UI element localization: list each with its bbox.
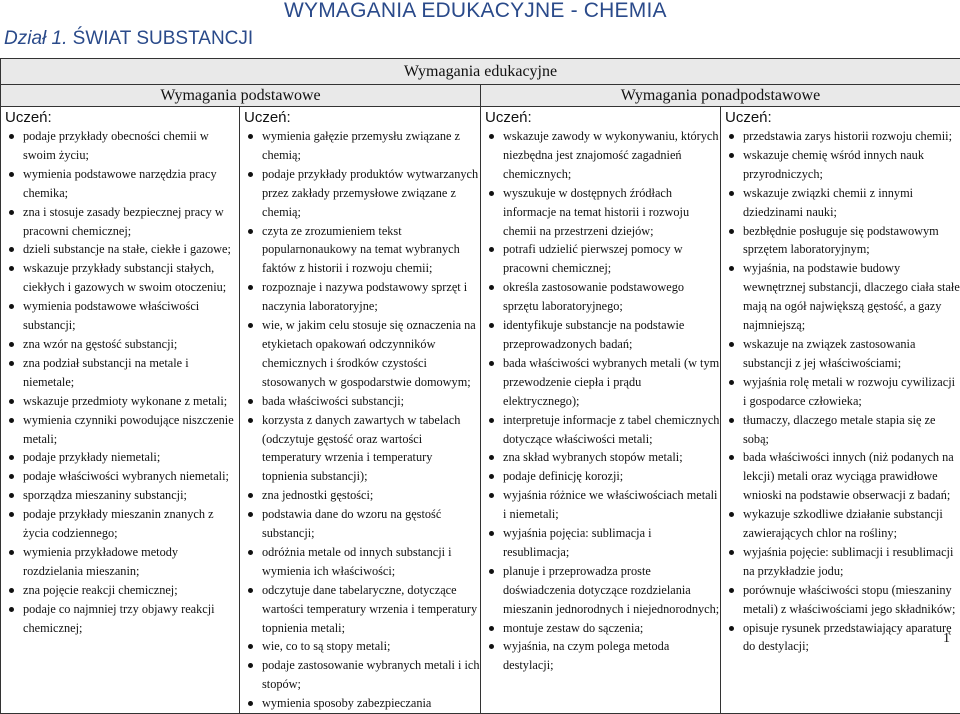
column-heading: Uczeń:: [1, 107, 239, 127]
list-item: identyfikuje substancje na podstawie przeprowadzonych badań;: [503, 316, 720, 354]
list-item: zna i stosuje zasady bezpiecznej pracy w pracowni chemicznej;: [23, 203, 239, 241]
list-item: korzysta z danych zawartych w tabelach (odczytuje gęstość oraz wartości temperatury wrzenia i temperatury topnienia substancji);: [262, 411, 480, 487]
list-item: zna wzór na gęstość substancji;: [23, 335, 239, 354]
list-item: bezbłędnie posługuje się podstawowym sprzętem laboratoryjnym;: [743, 222, 960, 260]
list-item: wskazuje na związek zastosowania substancji z jej właściwościami;: [743, 335, 960, 373]
list-item: wyjaśnia, na czym polega metoda destylacji;: [503, 637, 720, 675]
table-top-header: Wymagania edukacyjne: [1, 59, 960, 85]
group-advanced-header: Wymagania ponadpodstawowe: [481, 85, 960, 107]
list-item: interpretuje informacje z tabel chemicznych dotyczące właściwości metali;: [503, 411, 720, 449]
list-item: podaje definicję korozji;: [503, 467, 720, 486]
list-item: wyjaśnia różnice we właściwościach metali i niemetali;: [503, 486, 720, 524]
group-basic-header: Wymagania podstawowe: [1, 85, 481, 107]
list-item: odczytuje dane tabelaryczne, dotyczące wartości temperatury wrzenia i temperatury topnienia metali;: [262, 581, 480, 638]
requirement-list: [481, 127, 720, 675]
list-item: wie, co to są stopy metali;: [262, 637, 480, 656]
list-item: wymienia gałęzie przemysłu związane z chemią;: [262, 127, 480, 165]
column-basic-2: [240, 107, 481, 714]
list-item: wskazuje przedmioty wykonane z metali;: [23, 392, 239, 411]
list-item: zna skład wybranych stopów metali;: [503, 448, 720, 467]
column-advanced-2: [721, 107, 960, 714]
list-item: tłumaczy, dlaczego metale stapia się ze sobą;: [743, 411, 960, 449]
list-item: wyjaśnia, na podstawie budowy wewnętrznej substancji, dlaczego ciała stałe mają na ogół największą gęstość, a gazy najmniejszą;: [743, 259, 960, 335]
column-heading: Uczeń:: [240, 107, 480, 127]
section-title: ŚWIAT SUBSTANCJI: [73, 28, 254, 49]
list-item: rozpoznaje i nazywa podstawowy sprzęt i naczynia laboratoryjne;: [262, 278, 480, 316]
list-item: podaje przykłady niemetali;: [23, 448, 239, 467]
requirement-list: [1, 127, 239, 637]
list-item: zna jednostki gęstości;: [262, 486, 480, 505]
list-item: porównuje właściwości stopu (mieszaniny metali) z właściwościami jego składników;: [743, 581, 960, 619]
list-item: wymienia czynniki powodujące niszczenie metali;: [23, 411, 239, 449]
list-item: wyjaśnia pojęcia: sublimacja i resublimacja;: [503, 524, 720, 562]
list-item: opisuje rysunek przedstawiający aparaturę do destylacji;: [743, 619, 960, 657]
column-basic-1: [1, 107, 240, 714]
list-item: sporządza mieszaniny substancji;: [23, 486, 239, 505]
list-item: wskazuje przykłady substancji stałych, ciekłych i gazowych w swoim otoczeniu;: [23, 259, 239, 297]
list-item: planuje i przeprowadza proste doświadczenia dotyczące rozdzielania mieszanin jednorodnych i niejednorodnych;: [503, 562, 720, 619]
list-item: wymienia podstawowe właściwości substancji;: [23, 297, 239, 335]
list-item: czyta ze zrozumieniem tekst popularnonaukowy na temat wybranych faktów z historii i rozwoju chemii;: [262, 222, 480, 279]
list-item: wyszukuje w dostępnych źródłach informacje na temat historii i rozwoju chemii na przestrzeni dziejów;: [503, 184, 720, 241]
list-item: wyjaśnia rolę metali w rozwoju cywilizacji i gospodarce człowieka;: [743, 373, 960, 411]
list-item: podaje przykłady mieszanin znanych z życia codziennego;: [23, 505, 239, 543]
requirements-table: [0, 58, 960, 714]
list-item: bada właściwości innych (niż podanych na lekcji) metali oraz wyciąga prawidłowe wnioski na podstawie obserwacji z badań;: [743, 448, 960, 505]
list-item: wskazuje zawody w wykonywaniu, których niezbędna jest znajomość zagadnień chemicznych;: [503, 127, 720, 184]
list-item: wskazuje chemię wśród innych nauk przyrodniczych;: [743, 146, 960, 184]
list-item: wymienia podstawowe narzędzia pracy chemika;: [23, 165, 239, 203]
list-item: podstawia dane do wzoru na gęstość substancji;: [262, 505, 480, 543]
list-item: montuje zestaw do sączenia;: [503, 619, 720, 638]
list-item: potrafi udzielić pierwszej pomocy w pracowni chemicznej;: [503, 240, 720, 278]
section-heading: [4, 28, 253, 50]
list-item: wykazuje szkodliwe działanie substancji zawierających chlor na rośliny;: [743, 505, 960, 543]
list-item: wyjaśnia pojęcie: sublimacji i resublimacji na przykładzie jodu;: [743, 543, 960, 581]
column-heading: Uczeń:: [481, 107, 720, 127]
requirement-list: [721, 127, 960, 656]
list-item: podaje co najmniej trzy objawy reakcji chemicznej;: [23, 600, 239, 638]
requirement-list: [240, 127, 480, 713]
column-heading: Uczeń:: [721, 107, 960, 127]
page-title: WYMAGANIA EDUKACYJNE - CHEMIA: [284, 0, 667, 23]
list-item: podaje zastosowanie wybranych metali i ich stopów;: [262, 656, 480, 694]
list-item: podaje przykłady produktów wytwarzanych przez zakłady przemysłowe związane z chemią;: [262, 165, 480, 222]
section-prefix: Dział 1.: [4, 28, 67, 49]
column-advanced-1: [481, 107, 721, 714]
list-item: bada właściwości wybranych metali (w tym przewodzenie ciepła i prądu elektrycznego);: [503, 354, 720, 411]
list-item: zna pojęcie reakcji chemicznej;: [23, 581, 239, 600]
list-item: odróżnia metale od innych substancji i wymienia ich właściwości;: [262, 543, 480, 581]
list-item: podaje właściwości wybranych niemetali;: [23, 467, 239, 486]
list-item: podaje przykłady obecności chemii w swoim życiu;: [23, 127, 239, 165]
list-item: bada właściwości substancji;: [262, 392, 480, 411]
list-item: dzieli substancje na stałe, ciekłe i gazowe;: [23, 240, 239, 259]
list-item: przedstawia zarys historii rozwoju chemii;: [743, 127, 960, 146]
page-number: 1: [943, 631, 950, 647]
list-item: wymienia przykładowe metody rozdzielania mieszanin;: [23, 543, 239, 581]
list-item: wskazuje związki chemii z innymi dziedzinami nauki;: [743, 184, 960, 222]
list-item: wymienia sposoby zabezpieczania: [262, 694, 480, 713]
list-item: określa zastosowanie podstawowego sprzętu laboratoryjnego;: [503, 278, 720, 316]
list-item: zna podział substancji na metale i niemetale;: [23, 354, 239, 392]
list-item: wie, w jakim celu stosuje się oznaczenia na etykietach opakowań odczynników chemicznych i środków czystości stosowanych w gospodarstwie domowym;: [262, 316, 480, 392]
